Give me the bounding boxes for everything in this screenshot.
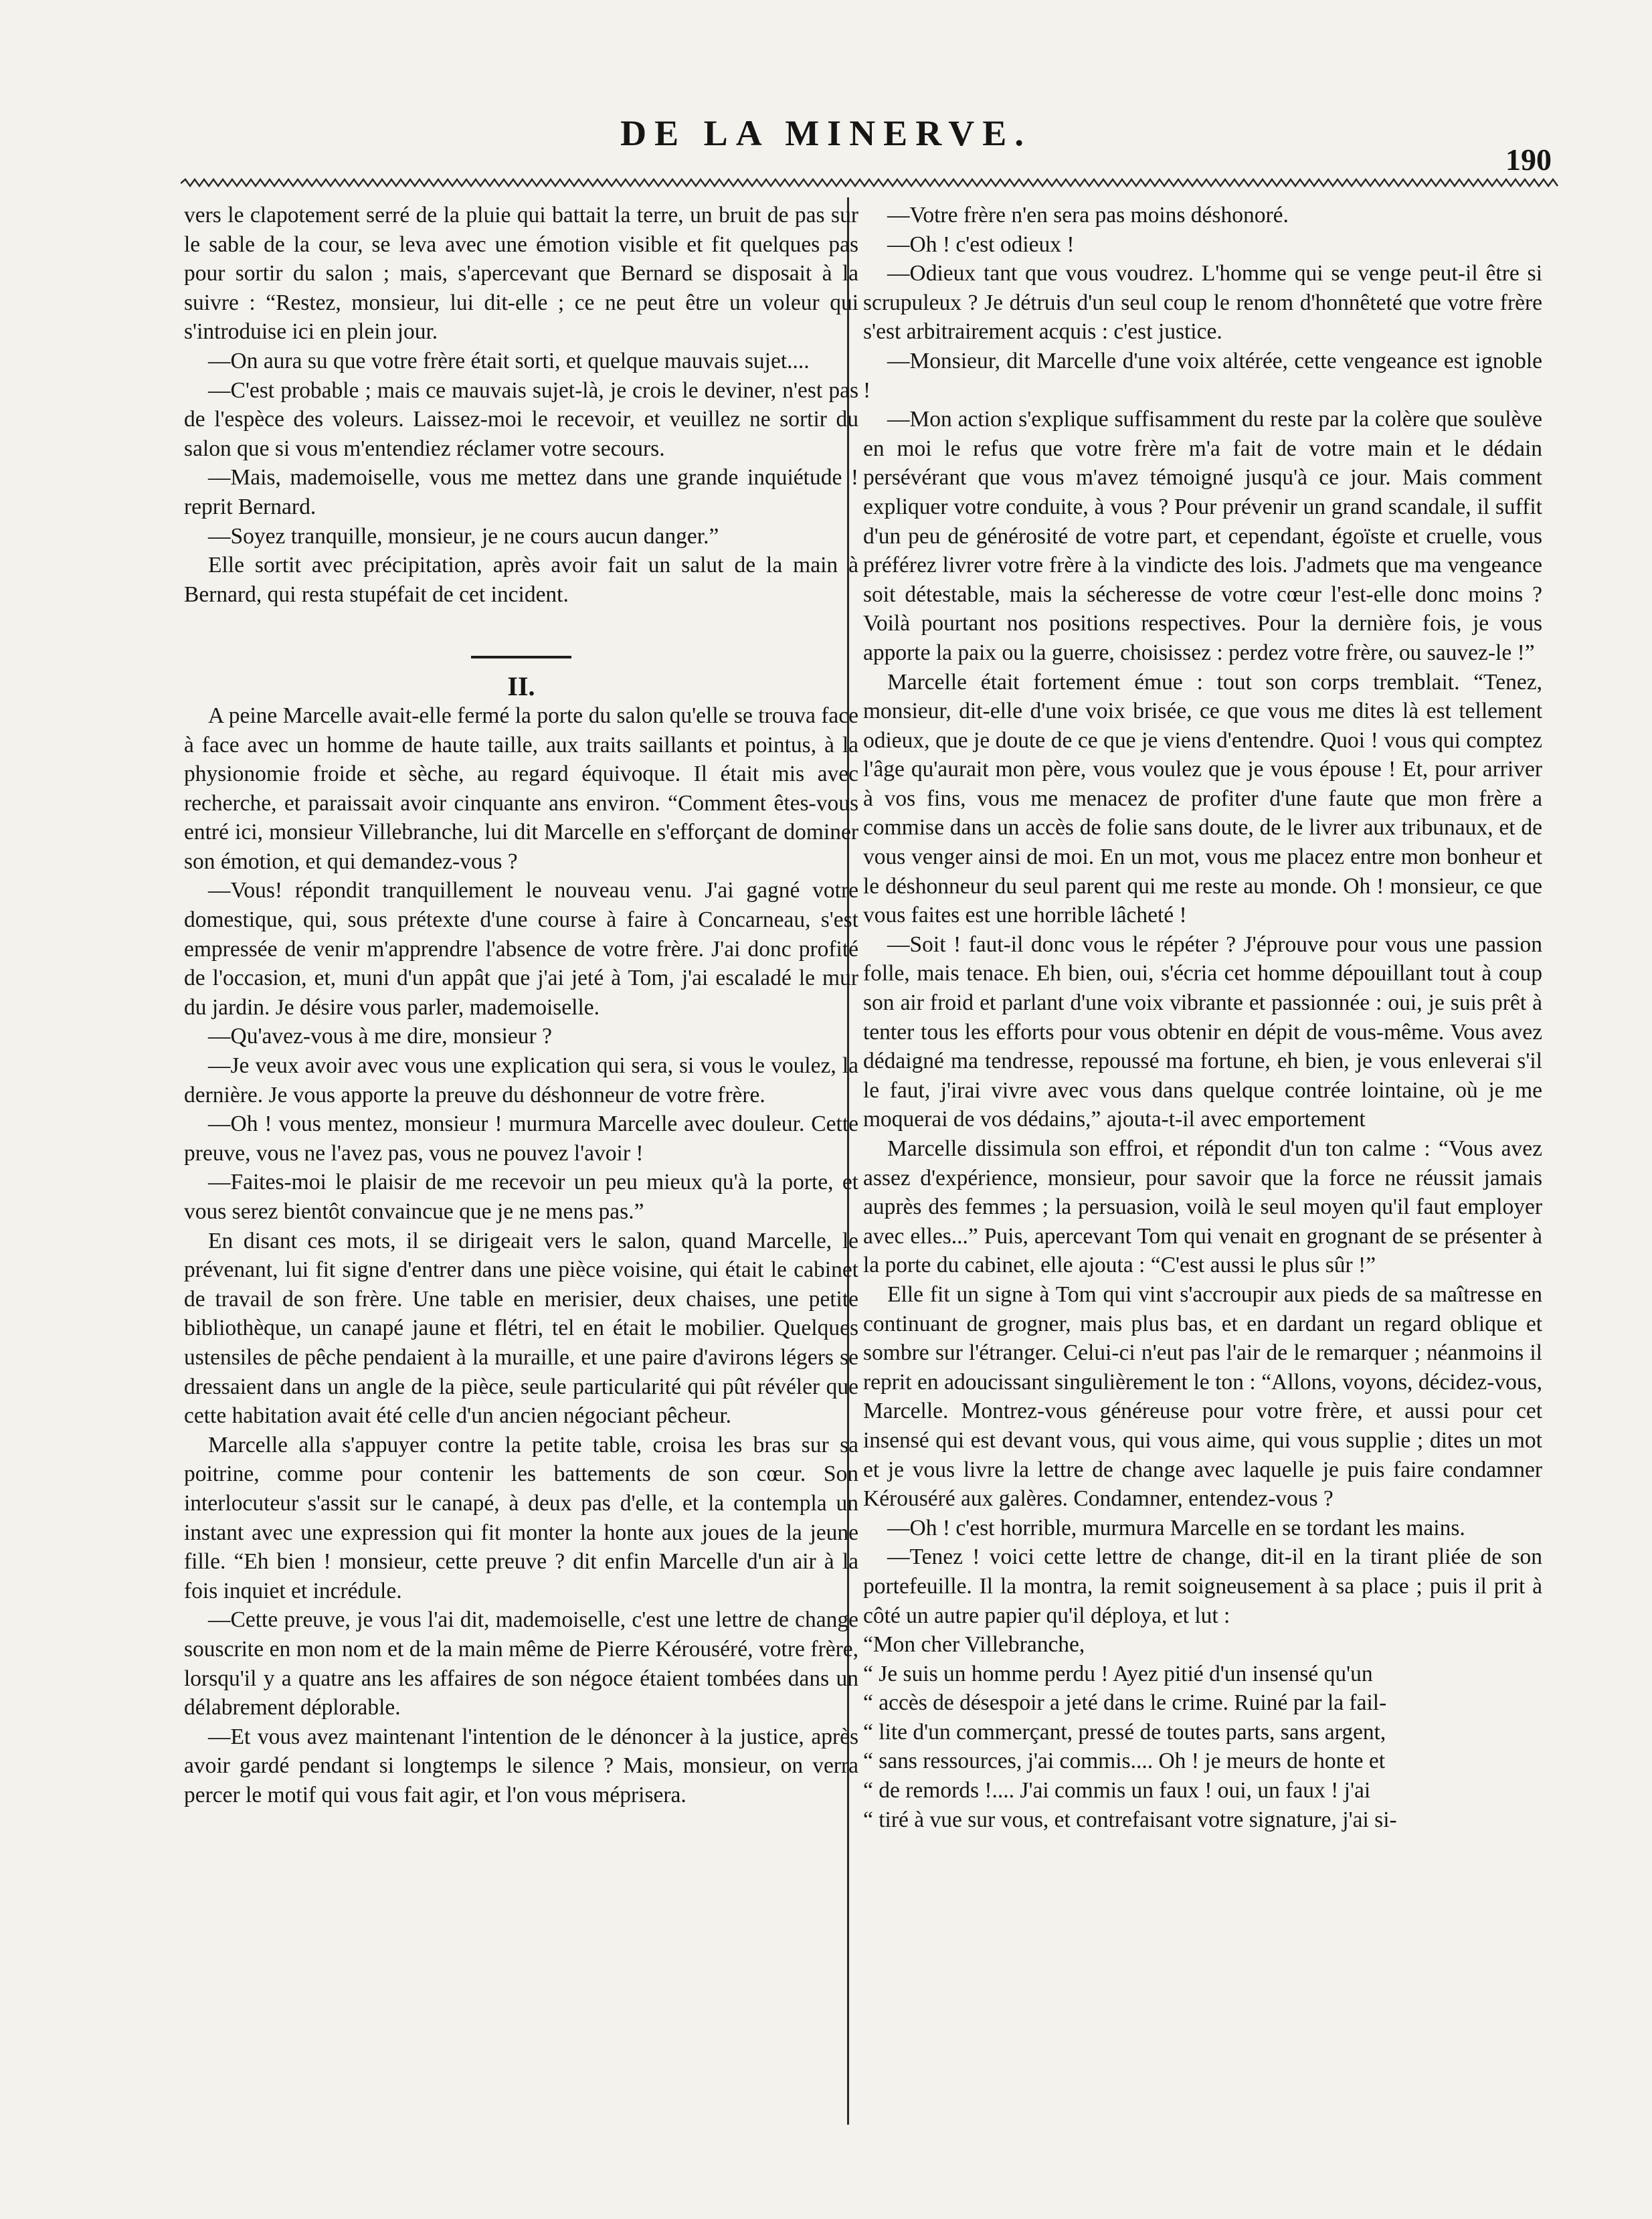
paragraph: —Et vous avez maintenant l'intention de le dénoncer à la justice, après avoir gardé pendant si longtemps le silence ? Mais, monsieur, on verra percer le motif qui vous fait agir, et l'on vous méprisera.	[184, 1724, 858, 1807]
letter-line: “ de remords !.... J'ai commis un faux ! oui, un faux ! j'ai	[863, 1778, 1371, 1803]
paragraph: Elle sortit avec précipitation, après avoir fait un salut de la main à Bernard, qui resta stupéfait de cet incident.	[184, 553, 858, 607]
paragraph: —Mais, mademoiselle, vous me mettez dans une grande inquiétude ! reprit Bernard.	[184, 465, 858, 519]
letter-heading: “Mon cher Villebranche,	[863, 1632, 1085, 1658]
paragraph: —Cette preuve, je vous l'ai dit, mademoiselle, c'est une lettre de change souscrite en mon nom et de la main même de Pierre Kérouséré, votre frère, lorsqu'il y a quatre ans les affaires de son négoce étaient tombées dans un délabrement déplorable.	[184, 1607, 858, 1720]
paragraph: Elle fit un signe à Tom qui vint s'accroupir aux pieds de sa maîtresse en continuant de grogner, mais plus bas, et en dardant un regard oblique et sombre sur l'étranger. Celui-ci n'eut pas l'air de le remarquer ; néanmoins il reprit en adoucissant singulièrement le ton : “Allons, voyons, décidez-vous, Marcelle. Montrez-vous généreuse pour votre frère, et aussi pour cet insensé qui est devant vous, qui vous aime, qui vous supplie ; dites un mot et je vous livre la lettre de change avec laquelle je puis faire condamner Kérouséré aux galères. Condamner, entendez-vous ?	[863, 1281, 1542, 1512]
paragraph: Marcelle alla s'appuyer contre la petite table, croisa les bras sur sa poitrine, comme pour contenir les battements de son cœur. Son interlocuteur s'assit sur le canapé, à deux pas d'elle, et la contempla un instant avec une expression qui fit monter la honte aux joues de la jeune fille. “Eh bien ! monsieur, cette preuve ? dit enfin Marcelle d'un air à la fois inquiet et incrédule.	[184, 1432, 858, 1603]
paragraph: —C'est probable ; mais ce mauvais sujet-là, je crois le deviner, n'est pas de l'espèce des voleurs. Laissez-moi le recevoir, et veuillez ne sortir du salon que si vous m'entendiez réclamer votre secours.	[184, 377, 858, 461]
wavy-header-rule	[181, 177, 1559, 190]
paragraph: —Soit ! faut-il donc vous le répéter ? J'éprouve pour vous une passion folle, mais tenace. Eh bien, oui, s'écria cet homme dépouillant tout à coup son air froid et parlant d'une voix vibrante et passionnée : oui, je suis prêt à tenter tous les efforts pour vous obtenir en dépit de vous-même. Vous avez dédaigné ma tendresse, repoussé ma fortune, eh bien, je vous enleverai s'il le faut, j'irai vivre avec vous dans quelque contrée lointaine, où je me moquerai de vos dédains,” ajouta-t-il avec emportement	[863, 931, 1542, 1132]
left-column	[184, 201, 858, 1809]
page-number: 190	[1505, 143, 1552, 177]
right-column	[863, 201, 1542, 1834]
letter-line: “ tiré à vue sur vous, et contrefaisant votre signature, j'ai si-	[863, 1807, 1397, 1832]
paragraph: —Mon action s'explique suffisamment du reste par la colère que soulève en moi le refus que votre frère m'a fait de votre main et le dédain persévérant que vous m'avez témoigné jusqu'à ce jour. Mais comment expliquer votre conduite, à vous ? Pour prévenir un grand scandale, il suffit d'un peu de générosité de votre part, et cependant, égoïste et cruelle, vous préférez livrer votre frère à la vindicte des lois. J'admets que ma vengeance soit détestable, mais la sécheresse de votre cœur l'est-elle donc moins ? Voilà pourtant nos positions respectives. Pour la dernière fois, je vous apporte la paix ou la guerre, choisissez : perdez votre frère, ou sauvez-le !”	[863, 407, 1542, 665]
page-header-title: DE LA MINERVE.	[620, 113, 1032, 153]
section-rule	[471, 656, 571, 658]
letter-line: “ sans ressources, j'ai commis.... Oh ! je meurs de honte et	[863, 1749, 1386, 1774]
paragraph: vers le clapotement serré de la pluie qui battait la terre, un bruit de pas sur le sable de la cour, se leva avec une émotion visible et fit quelques pas pour sortir du salon ; mais, s'apercevant que Bernard se disposait à la suivre : “Restez, monsieur, lui dit-elle ; ce ne peut être un voleur qui s'introduise ici en plein jour.	[184, 203, 858, 345]
paragraph: —Votre frère n'en sera pas moins déshonoré.	[887, 203, 1289, 228]
paragraph: Marcelle dissimula son effroi, et répondit d'un ton calme : “Vous avez assez d'expérience, monsieur, pour savoir que la force ne réussit jamais auprès des femmes ; la persuasion, voilà le seul moyen qu'il faut employer avec elles...” Puis, apercevant Tom qui venait en grognant de se présenter à la porte du cabinet, elle ajouta : “C'est aussi le plus sûr !”	[863, 1136, 1542, 1278]
paragraph: —Oh ! vous mentez, monsieur ! murmura Marcelle avec douleur. Cette preuve, vous ne l'avez pas, vous ne pouvez l'avoir !	[184, 1112, 858, 1166]
paragraph: —Je veux avoir avec vous une explication qui sera, si vous le voulez, la dernière. Je vous apporte la preuve du déshonneur de votre frère.	[184, 1053, 858, 1107]
letter-line: “ Je suis un homme perdu ! Ayez pitié d'un insensé qu'un	[863, 1661, 1373, 1686]
paragraph: Marcelle était fortement émue : tout son corps tremblait. “Tenez, monsieur, dit-elle d'une voix brisée, ce que vous me dites là est tellement odieux, que je doute de ce que je viens d'entendre. Quoi ! vous qui comptez l'âge qu'aurait mon père, vous voulez que je vous épouse ! Et, pour arriver à vos fins, vous me menacez de profiter d'une faute que mon frère a commise dans un accès de folie sans doute, de le livrer aux tribunaux, et de vous venger ainsi de moi. En un mot, vous me placez entre mon bonheur et le déshonneur du seul parent qui me reste au monde. Oh ! monsieur, ce que vous faites est une horrible lâcheté !	[863, 669, 1542, 928]
section-title: II.	[507, 671, 535, 702]
paragraph: —On aura su que votre frère était sorti, et quelque mauvais sujet....	[208, 348, 810, 373]
paragraph: —Odieux tant que vous voudrez. L'homme qui se venge peut-il être si scrupuleux ? Je détruis d'un seul coup le renom d'honnêteté que votre frère s'est arbitrairement acquis : c'est justice.	[863, 261, 1542, 345]
paragraph: —Monsieur, dit Marcelle d'une voix altérée, cette vengeance est ignoble !	[863, 348, 1542, 403]
paragraph: A peine Marcelle avait-elle fermé la porte du salon qu'elle se trouva face à face avec un homme de haute taille, aux traits saillants et pointus, à la physionomie froide et sèche, au regard équivoque. Il était mis avec recherche, et paraissait avoir cinquante ans environ. “Comment êtes-vous entré ici, monsieur Villebranche, lui dit Marcelle en s'efforçant de dominer son émotion, et qui demandez-vous ?	[184, 703, 858, 874]
paragraph: —Oh ! c'est horrible, murmura Marcelle en se tordant les mains.	[887, 1515, 1465, 1540]
paragraph: —Vous! répondit tranquillement le nouveau venu. J'ai gagné votre domestique, qui, sous prétexte d'une course à faire à Concarneau, s'est empressée de venir m'apprendre l'absence de votre frère. J'ai donc profité de l'occasion, et, muni d'un appât que j'ai jeté à Tom, j'ai escaladé le mur du jardin. Je désire vous parler, mademoiselle.	[184, 878, 858, 1020]
paragraph: —Oh ! c'est odieux !	[887, 232, 1075, 257]
letter-line: “ accès de désespoir a jeté dans le crime. Ruiné par la fail-	[863, 1690, 1387, 1716]
paragraph: —Soyez tranquille, monsieur, je ne cours aucun danger.”	[208, 523, 719, 549]
paragraph: —Faites-moi le plaisir de me recevoir un peu mieux qu'à la porte, et vous serez bientôt convaincue que je ne mens pas.”	[184, 1170, 858, 1224]
letter-line: “ lite d'un commerçant, pressé de toutes parts, sans argent,	[863, 1719, 1386, 1745]
paragraph: —Qu'avez-vous à me dire, monsieur ?	[208, 1024, 552, 1049]
paragraph: En disant ces mots, il se dirigeait vers le salon, quand Marcelle, le prévenant, lui fit signe d'entrer dans une pièce voisine, qui était le cabinet de travail de son frère. Une table en merisier, deux chaises, une petite bibliothèque, un canapé jaune et flétri, tel en était le mobilier. Quelques ustensiles de pêche pendaient à la muraille, et une paire d'avirons légers se dressaient dans un angle de la pièce, seule particularité qui pût révéler que cette habitation avait été celle d'un ancien négociant pêcheur.	[184, 1228, 858, 1429]
paragraph: —Tenez ! voici cette lettre de change, dit-il en la tirant pliée de son portefeuille. Il la montra, la remit soigneusement à sa place ; puis il prit à côté un autre papier qu'il déploya, et lut :	[863, 1544, 1542, 1628]
